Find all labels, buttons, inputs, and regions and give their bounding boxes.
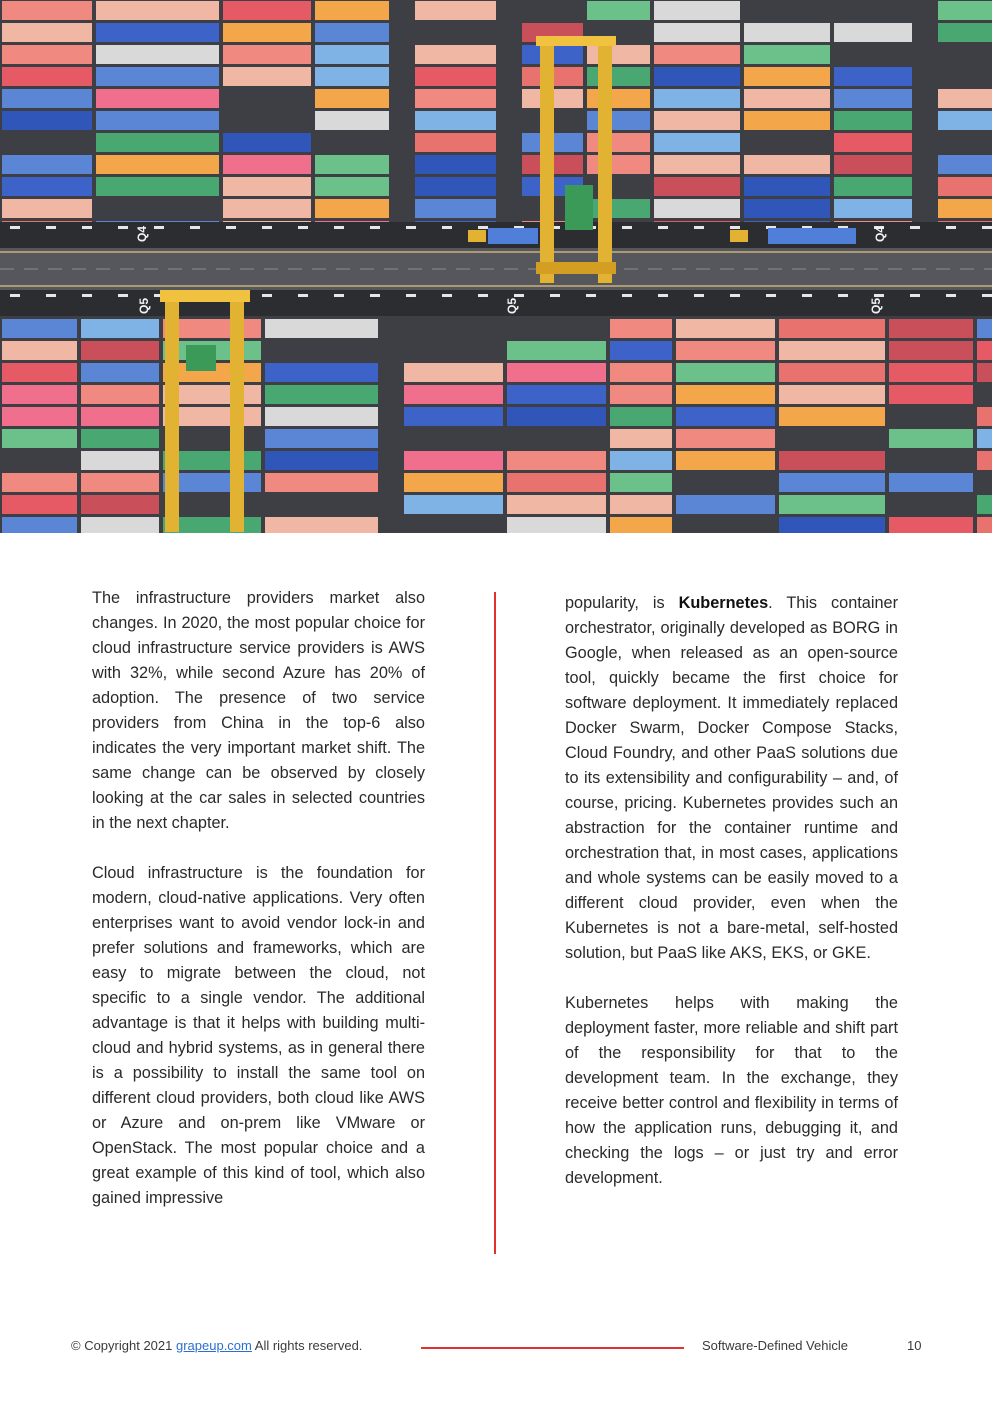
lane-marking [586,294,596,297]
shipping-container [779,517,885,533]
lane-marking [298,226,308,229]
lane-marking [442,294,452,297]
shipping-container [938,155,992,174]
lane-label: Q5 [505,297,519,314]
shipping-container [889,319,973,338]
shipping-container [676,363,775,382]
footer-rule [421,1347,684,1349]
shipping-container [265,385,378,404]
shipping-container [676,451,775,470]
shipping-container [265,429,378,448]
shipping-container [2,495,77,514]
shipping-container [834,133,912,152]
shipping-container [96,45,219,64]
shipping-container [265,517,378,533]
shipping-container [96,89,219,108]
shipping-container [415,133,496,152]
shipping-container [2,45,92,64]
shipping-container [587,111,650,130]
shipping-container [96,133,219,152]
lane-marking [874,294,884,297]
shipping-container [96,23,219,42]
lane-label: Q4 [135,225,149,242]
shipping-container [507,385,606,404]
shipping-container [587,133,650,152]
shipping-container [2,407,77,426]
shipping-container [223,45,311,64]
lane-marking [550,294,560,297]
lane-marking [334,294,344,297]
shipping-container [265,473,378,492]
shipping-container [315,67,389,86]
lane-marking [946,226,956,229]
shipping-container [744,89,830,108]
shipping-container [938,199,992,218]
lane-marking [334,226,344,229]
shipping-container [938,23,992,42]
shipping-container [415,45,496,64]
shipping-container [81,385,159,404]
shipping-container [404,473,503,492]
lane-marking [226,226,236,229]
shipping-container [744,45,830,64]
shipping-container [977,429,992,448]
shipping-container [2,429,77,448]
shipping-container [654,67,740,86]
shipping-container [507,517,606,533]
shipping-container [2,385,77,404]
shipping-container [223,133,311,152]
shipping-container [977,517,992,533]
shipping-container [889,517,973,533]
lane-marking [82,294,92,297]
shipping-container [779,473,885,492]
shipping-container [654,89,740,108]
shipping-container [315,177,389,196]
shipping-container [2,341,77,360]
shipping-container [779,341,885,360]
shipping-container [938,111,992,130]
lane-marking [910,226,920,229]
hero-image [0,0,992,533]
shipping-container [587,1,650,20]
copyright-text: All rights reserved. [251,1338,363,1353]
shipping-container [2,67,92,86]
shipping-container [654,133,740,152]
shipping-container [415,155,496,174]
shipping-container [81,451,159,470]
shipping-container [676,341,775,360]
shipping-container [834,199,912,218]
shipping-container [415,1,496,20]
shipping-container [779,363,885,382]
lane-marking [910,294,920,297]
shipping-container [81,517,159,533]
shipping-container [834,155,912,174]
shipping-container [744,23,830,42]
paragraph: Kubernetes helps with making the deployment faster, more reliable and shift part of the responsibility for that to the development team. In the exchange, they receive better control and flexibility in terms of how the application runs, debugging it, and checking the logs – or just try and error development. [565,994,898,1187]
shipping-container [779,407,885,426]
shipping-container [654,111,740,130]
copyright-text: © Copyright 2021 [71,1338,176,1353]
paragraph: The infrastructure providers market also changes. In 2020, the most popular choice for cloud infrastructure service providers is AWS with 32%, while second Azure has 20% of adoption. The presence of two service providers from China in the top-6 also indicates the very important market shift. The same change can be observed by closely looking at the car sales in selected countries in the next chapter. [92,589,425,832]
lane-label: Q5 [869,297,883,314]
shipping-container [744,155,830,174]
shipping-container [2,111,92,130]
shipping-container [938,177,992,196]
shipping-container [96,67,219,86]
shipping-container [96,1,219,20]
shipping-container [315,45,389,64]
shipping-container [2,177,92,196]
shipping-container [81,495,159,514]
lane-marking [118,226,128,229]
shipping-container [507,363,606,382]
shipping-container [265,319,378,338]
shipping-container [404,495,503,514]
shipping-container [2,363,77,382]
shipping-container [315,23,389,42]
shipping-container [2,1,92,20]
lane-marking [82,226,92,229]
lane-label: Q5 [137,297,151,314]
shipping-container [507,495,606,514]
shipping-container [96,111,219,130]
lane-marking [730,226,740,229]
shipping-container [415,199,496,218]
shipping-container [977,363,992,382]
shipping-container [507,341,606,360]
shipping-container [744,199,830,218]
left-column [92,586,425,1211]
shipping-container [977,319,992,338]
shipping-container [977,341,992,360]
lane-marking [262,226,272,229]
copyright-notice [71,1338,362,1353]
shipping-container [610,407,672,426]
lane-marking [46,226,56,229]
shipping-container [2,89,92,108]
shipping-container [938,89,992,108]
shipping-container [315,1,389,20]
shipping-container [889,429,973,448]
shipping-container [96,177,219,196]
lane-marking [982,226,992,229]
shipping-container [223,199,311,218]
kubernetes-keyword: Kubernetes [678,594,769,612]
shipping-container [610,495,672,514]
shipping-container [2,23,92,42]
lane-marking [694,294,704,297]
lane-label: Q4 [873,225,887,242]
shipping-container [779,385,885,404]
shipping-container [779,495,885,514]
lane-marking [10,226,20,229]
shipping-container [81,407,159,426]
shipping-container [834,23,912,42]
shipping-container [81,363,159,382]
shipping-container [834,111,912,130]
shipping-container [587,155,650,174]
shipping-container [2,517,77,533]
lane-marking [622,226,632,229]
shipping-container [2,199,92,218]
shipping-container [2,155,92,174]
lane-marking [478,226,488,229]
shipping-container [744,111,830,130]
shipping-container [96,155,219,174]
shipping-container [507,407,606,426]
shipping-container [834,177,912,196]
shipping-container [315,199,389,218]
shipping-container [654,177,740,196]
paragraph: Cloud infrastructure is the foundation for modern, cloud-native applications. Very often enterprises want to avoid vendor lock-in and prefer solutions and frameworks, which are easy to migrate between the cloud, not specific to a single vendor. The additional advantage is that it helps with building multi-cloud and hybrid systems, as in general there is a possibility to install the same tool on different cloud providers, both cloud like AWS or Azure and on-prem like VMware or OpenStack. The most popular choice and a great example of this kind of tool, which also gained impressive [92,864,425,1207]
shipping-container [404,451,503,470]
shipping-container [654,45,740,64]
shipping-container [977,495,992,514]
shipping-container [654,23,740,42]
shipping-container [265,451,378,470]
shipping-container [610,341,672,360]
lane-marking [802,294,812,297]
shipping-container [610,319,672,338]
lane-marking [514,294,524,297]
shipping-container [81,319,159,338]
lane-marking [982,294,992,297]
shipping-container [223,67,311,86]
shipping-container [587,199,650,218]
lane-marking [190,226,200,229]
lane-marking [442,226,452,229]
lane-marking [370,226,380,229]
shipping-container [834,67,912,86]
shipping-container [81,341,159,360]
lane-marking [154,226,164,229]
lane-marking [694,226,704,229]
shipping-container [315,155,389,174]
shipping-container [676,429,775,448]
paragraph [565,591,898,966]
shipping-container [81,429,159,448]
shipping-container [889,385,973,404]
lane-marking [478,294,488,297]
shipping-container [676,495,775,514]
container-port-illustration [0,0,992,533]
shipping-container [654,155,740,174]
shipping-container [610,473,672,492]
shipping-container [610,429,672,448]
shipping-container [315,89,389,108]
shipping-container [404,363,503,382]
shipping-container [223,23,311,42]
shipping-container [404,407,503,426]
shipping-container [315,111,389,130]
shipping-container [415,177,496,196]
shipping-container [507,451,606,470]
lane-marking [838,294,848,297]
lane-marking [118,294,128,297]
lane-marking [766,294,776,297]
shipping-container [610,363,672,382]
shipping-container [2,319,77,338]
document-title: Software-Defined Vehicle [702,1338,848,1353]
lane-marking [658,226,668,229]
shipping-container [415,89,496,108]
lane-marking [622,294,632,297]
shipping-container [779,319,885,338]
shipping-container [889,473,973,492]
grapeup-link[interactable]: grapeup.com [175,1338,252,1353]
shipping-container [223,177,311,196]
shipping-container [977,407,992,426]
shipping-container [889,363,973,382]
shipping-container [223,1,311,20]
lane-marking [10,294,20,297]
shipping-container [415,111,496,130]
lane-marking [262,294,272,297]
shipping-container [654,1,740,20]
shipping-container [744,177,830,196]
shipping-container [507,473,606,492]
lane-marking [406,226,416,229]
lane-marking [46,294,56,297]
lane-marking [298,294,308,297]
lane-marking [730,294,740,297]
page-footer [0,1338,992,1358]
text-run: . This container orchestrator, originally developed as BORG in Google, when released as an open-source tool, quickly became the first choice for software deployment. It immediately replaced Docker Swarm, Docker Compose Stacks, Cloud Foundry, and other PaaS solutions due to its extensibility and configurability – and, of course, pricing. Kubernetes provides such an abstraction for the container runtime and orchestration that, in most cases, applications and whole systems can be easily moved to a different cloud provider, even when the Kubernetes is not a bare-metal, self-hosted solution, but PaaS like AKS, EKS, or GKE. [565,594,898,962]
page-number: 10 [907,1338,922,1353]
right-column [565,591,898,1191]
shipping-container [265,363,378,382]
shipping-container [223,155,311,174]
shipping-container [977,451,992,470]
shipping-container [2,473,77,492]
shipping-container [610,517,672,533]
lane-marking [370,294,380,297]
text-run: popularity, is [565,594,679,612]
shipping-container [676,385,775,404]
lane-marking [946,294,956,297]
shipping-container [676,407,775,426]
shipping-container [587,45,650,64]
shipping-container [938,1,992,20]
shipping-container [415,67,496,86]
shipping-container [81,473,159,492]
shipping-container [610,451,672,470]
shipping-container [779,451,885,470]
lane-marking [658,294,668,297]
shipping-container [834,89,912,108]
shipping-container [889,341,973,360]
shipping-container [676,319,775,338]
shipping-container [265,407,378,426]
shipping-container [587,67,650,86]
column-divider [494,592,496,1254]
shipping-container [610,385,672,404]
shipping-container [654,199,740,218]
lane-marking [406,294,416,297]
shipping-container [587,89,650,108]
shipping-container [404,385,503,404]
shipping-container [744,67,830,86]
